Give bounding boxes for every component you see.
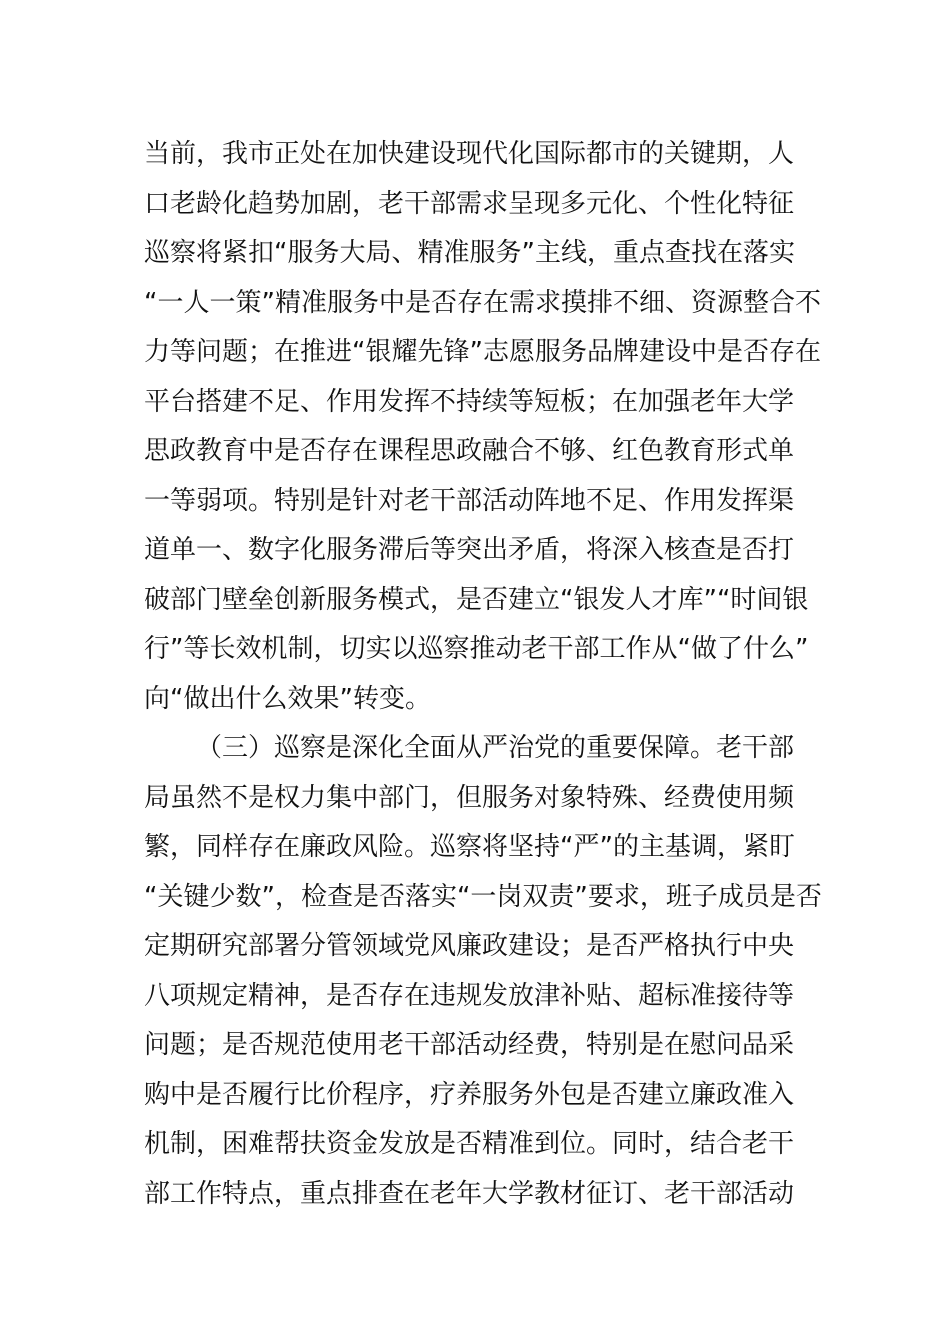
text-line: 局虽然不是权力集中部门，但服务对象特殊、经费使用频	[144, 782, 795, 813]
text-line: 道单一、数字化服务滞后等突出矛盾，将深入核查是否打	[144, 535, 795, 565]
text-line: 问题；是否规范使用老干部活动经费，特别是在慰问品采	[144, 1030, 795, 1060]
text-line: 行”等长效机制，切实以巡察推动老干部工作从“做了什么”	[144, 634, 809, 664]
text-line: 破部门壁垒创新服务模式，是否建立“银发人才库”“时间银	[144, 584, 809, 615]
paragraph-1	[144, 130, 824, 724]
text-line: 巡察将紧扣“服务大局、精准服务”主线，重点查找在落实	[144, 238, 795, 268]
text-line: 平台搭建不足、作用发挥不持续等短板；在加强老年大学	[144, 386, 795, 417]
paragraph-2	[144, 724, 824, 1219]
text-line: 繁，同样存在廉政风险。巡察将坚持“严”的主基调，紧盯	[144, 832, 795, 862]
text-line: “一人一策”精准服务中是否存在需求摸排不细、资源整合不	[144, 287, 821, 318]
text-line: 购中是否履行比价程序，疗养服务外包是否建立廉政准入	[144, 1079, 795, 1110]
text-line: 力等问题；在推进“银耀先锋”志愿服务品牌建设中是否存在	[144, 337, 821, 367]
text-line: 一等弱项。特别是针对老干部活动阵地不足、作用发挥渠	[144, 485, 795, 516]
text-line: 八项规定精神，是否存在违规发放津补贴、超标准接待等	[144, 980, 795, 1011]
text-line: “关键少数”，检查是否落实“一岗双责”要求，班子成员是否	[144, 881, 822, 912]
text-line: 当前，我市正处在加快建设现代化国际都市的关键期，人	[144, 139, 795, 169]
text-line: 口老龄化趋势加剧，老干部需求呈现多元化、个性化特征	[144, 188, 795, 219]
body-text	[144, 130, 824, 1219]
text-line: 思政教育中是否存在课程思政融合不够、红色教育形式单	[144, 436, 795, 466]
text-line: 向“做出什么效果”转变。	[144, 683, 431, 714]
text-line: 定期研究部署分管领域党风廉政建设；是否严格执行中央	[144, 931, 795, 961]
text-line: 部工作特点，重点排查在老年大学教材征订、老干部活动	[144, 1178, 795, 1209]
text-line: （三）巡察是深化全面从严治党的重要保障。老干部	[196, 733, 795, 763]
text-line: 机制，困难帮扶资金发放是否精准到位。同时，结合老干	[144, 1129, 795, 1159]
